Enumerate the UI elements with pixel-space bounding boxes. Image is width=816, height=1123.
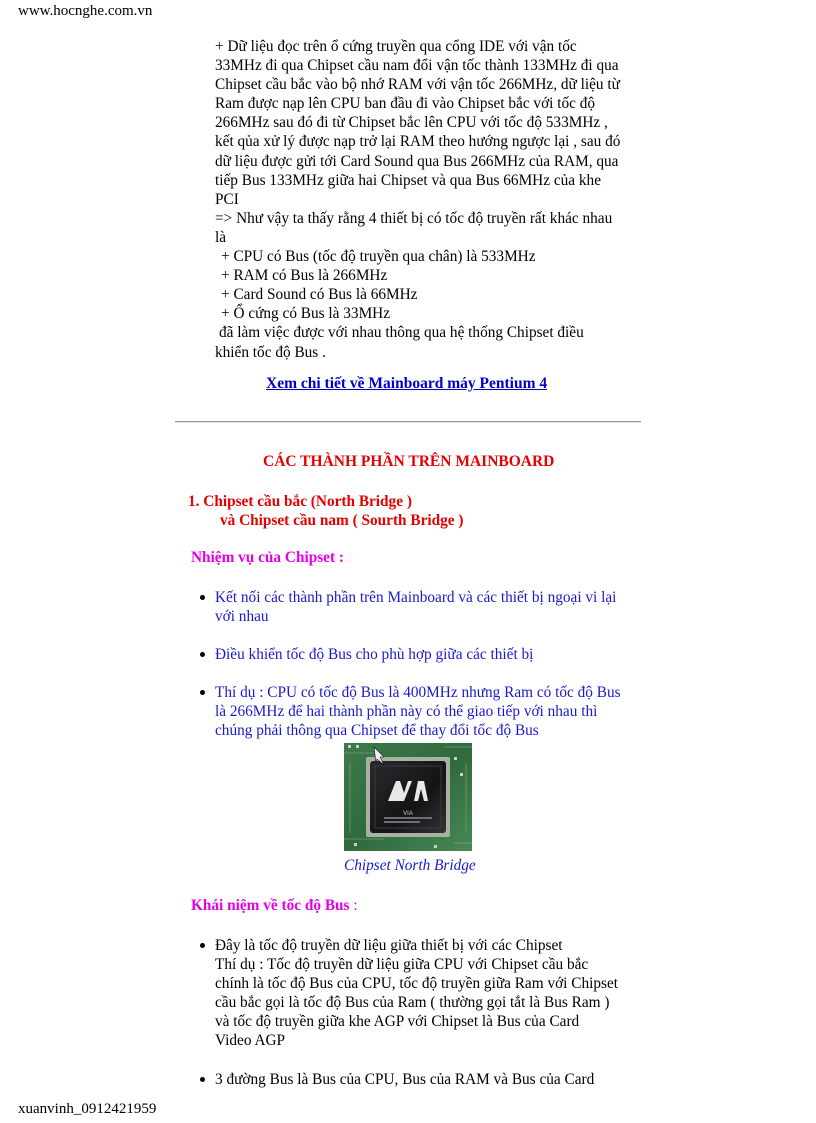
chipset-heading (188, 492, 464, 530)
intro-line: là (215, 228, 227, 246)
closing-line: đã làm việc được với nhau thông qua hệ thống Chipset điều (219, 324, 584, 342)
mainboard-detail-link[interactable]: Xem chi tiết về Mainboard máy Pentium 4 (266, 375, 548, 392)
bullet-icon (200, 595, 205, 600)
chipset-heading-line2: và Chipset cầu nam ( Sourth Bridge ) (220, 512, 464, 529)
list-item-text: và tốc độ truyền giữa khe AGP với Chipset là Bus của Card (215, 1013, 580, 1031)
bus-concept-heading (191, 897, 358, 915)
list-item-text: cầu bắc gọi là tốc độ Bus của Ram ( thường gọi tắt là Bus Ram ) (215, 994, 610, 1012)
list-item-text: Đây là tốc độ truyền dữ liệu giữa thiết bị với các Chipset (215, 937, 563, 954)
closing-line: khiển tốc độ Bus . (215, 343, 326, 361)
intro-line: tiếp Bus 133MHz giữa hai Chipset và qua Bus 66MHz của khe (215, 171, 601, 189)
site-url: www.hocnghe.com.vn (18, 3, 153, 19)
list-item-text: với nhau (215, 608, 269, 626)
list-item (196, 588, 656, 626)
section-title: CÁC THÀNH PHẦN TRÊN MAINBOARD (263, 453, 555, 470)
device-bus-line: + Ổ cứng có Bus là 33MHz (221, 305, 391, 323)
intro-line: PCI (215, 190, 239, 208)
device-bus-line: + Card Sound có Bus là 66MHz (221, 286, 418, 304)
chipset-task-heading: Nhiệm vụ của Chipset : (191, 549, 344, 566)
bullet-icon (200, 690, 205, 695)
bus-concept-heading-suffix: : (349, 897, 358, 914)
intro-line: + Dữ liệu đọc trên ổ cứng truyền qua cổng IDE với vận tốc (215, 38, 577, 55)
intro-line: => Như vậy ta thấy rằng 4 thiết bị có tốc độ truyền rất khác nhau (215, 209, 613, 227)
list-item-text: là 266MHz để hai thành phần này có thể giao tiếp với nhau thì (215, 703, 598, 721)
list-item-text: Thí dụ : CPU có tốc độ Bus là 400MHz nhưng Ram có tốc độ Bus (215, 684, 621, 702)
intro-line: 33MHz đi qua Chipset cầu nam đổi vận tốc thành 133MHz đi qua (215, 57, 619, 75)
list-item-text: Kết nối các thành phần trên Mainboard và các thiết bị ngoại vi lại (215, 589, 617, 606)
list-item-text: 3 đường Bus là Bus của CPU, Bus của RAM và Bus của Card (215, 1070, 595, 1088)
chip-label: VIA (403, 811, 413, 817)
list-item-text: Video AGP (215, 1032, 286, 1050)
list-item (196, 936, 656, 1051)
chipset-heading-line1: 1. Chipset cầu bắc (North Bridge ) (188, 493, 412, 510)
device-bus-line: + CPU có Bus (tốc độ truyền qua chân) là 533MHz (221, 248, 536, 266)
list-item-text: chúng phải thông qua Chipset để thay đổi tốc độ Bus (215, 722, 539, 740)
list-item-text: chính là tốc độ Bus của CPU, tốc độ truyền giữa Ram với Chipset (215, 975, 618, 993)
intro-line: kết qủa xử lý được nạp trở lại RAM theo hướng ngược lại , sau đó (215, 133, 621, 151)
list-item (196, 1070, 656, 1089)
intro-line: 266MHz sau đó đi từ Chipset bắc lên CPU với tốc độ 533MHz , (215, 114, 608, 132)
bullet-icon (200, 1077, 205, 1082)
bus-concept-list (196, 936, 656, 1089)
device-bus-line: + RAM có Bus là 266MHz (221, 267, 388, 285)
intro-line: dữ liệu được gửi tới Card Sound qua Bus 266MHz của RAM, qua (215, 152, 619, 170)
task-list (196, 588, 656, 741)
bus-concept-heading-text: Khái niệm về tốc độ Bus (191, 897, 350, 914)
bullet-icon (200, 943, 205, 948)
chipset-image (344, 743, 472, 851)
horizontal-divider (175, 421, 641, 423)
list-item-text: Điều khiển tốc độ Bus cho phù hợp giữa các thiết bị (215, 646, 534, 664)
list-item (196, 683, 656, 740)
figure-caption: Chipset North Bridge (344, 857, 476, 874)
footer-credit: xuanvinh_0912421959 (18, 1101, 157, 1117)
list-item (196, 645, 656, 664)
bullet-icon (200, 652, 205, 657)
intro-paragraph (215, 37, 655, 362)
chipset-photo (344, 743, 472, 851)
list-item-text: Thí dụ : Tốc độ truyền dữ liệu giữa CPU với Chipset cầu bắc (215, 956, 589, 974)
intro-line: Ram được nạp lên CPU ban đầu đi vào Chipset bắc với tốc độ (215, 95, 596, 113)
intro-line: Chipset cầu bắc vào bộ nhớ RAM với vận tốc 266MHz, dữ liệu từ (215, 76, 620, 94)
